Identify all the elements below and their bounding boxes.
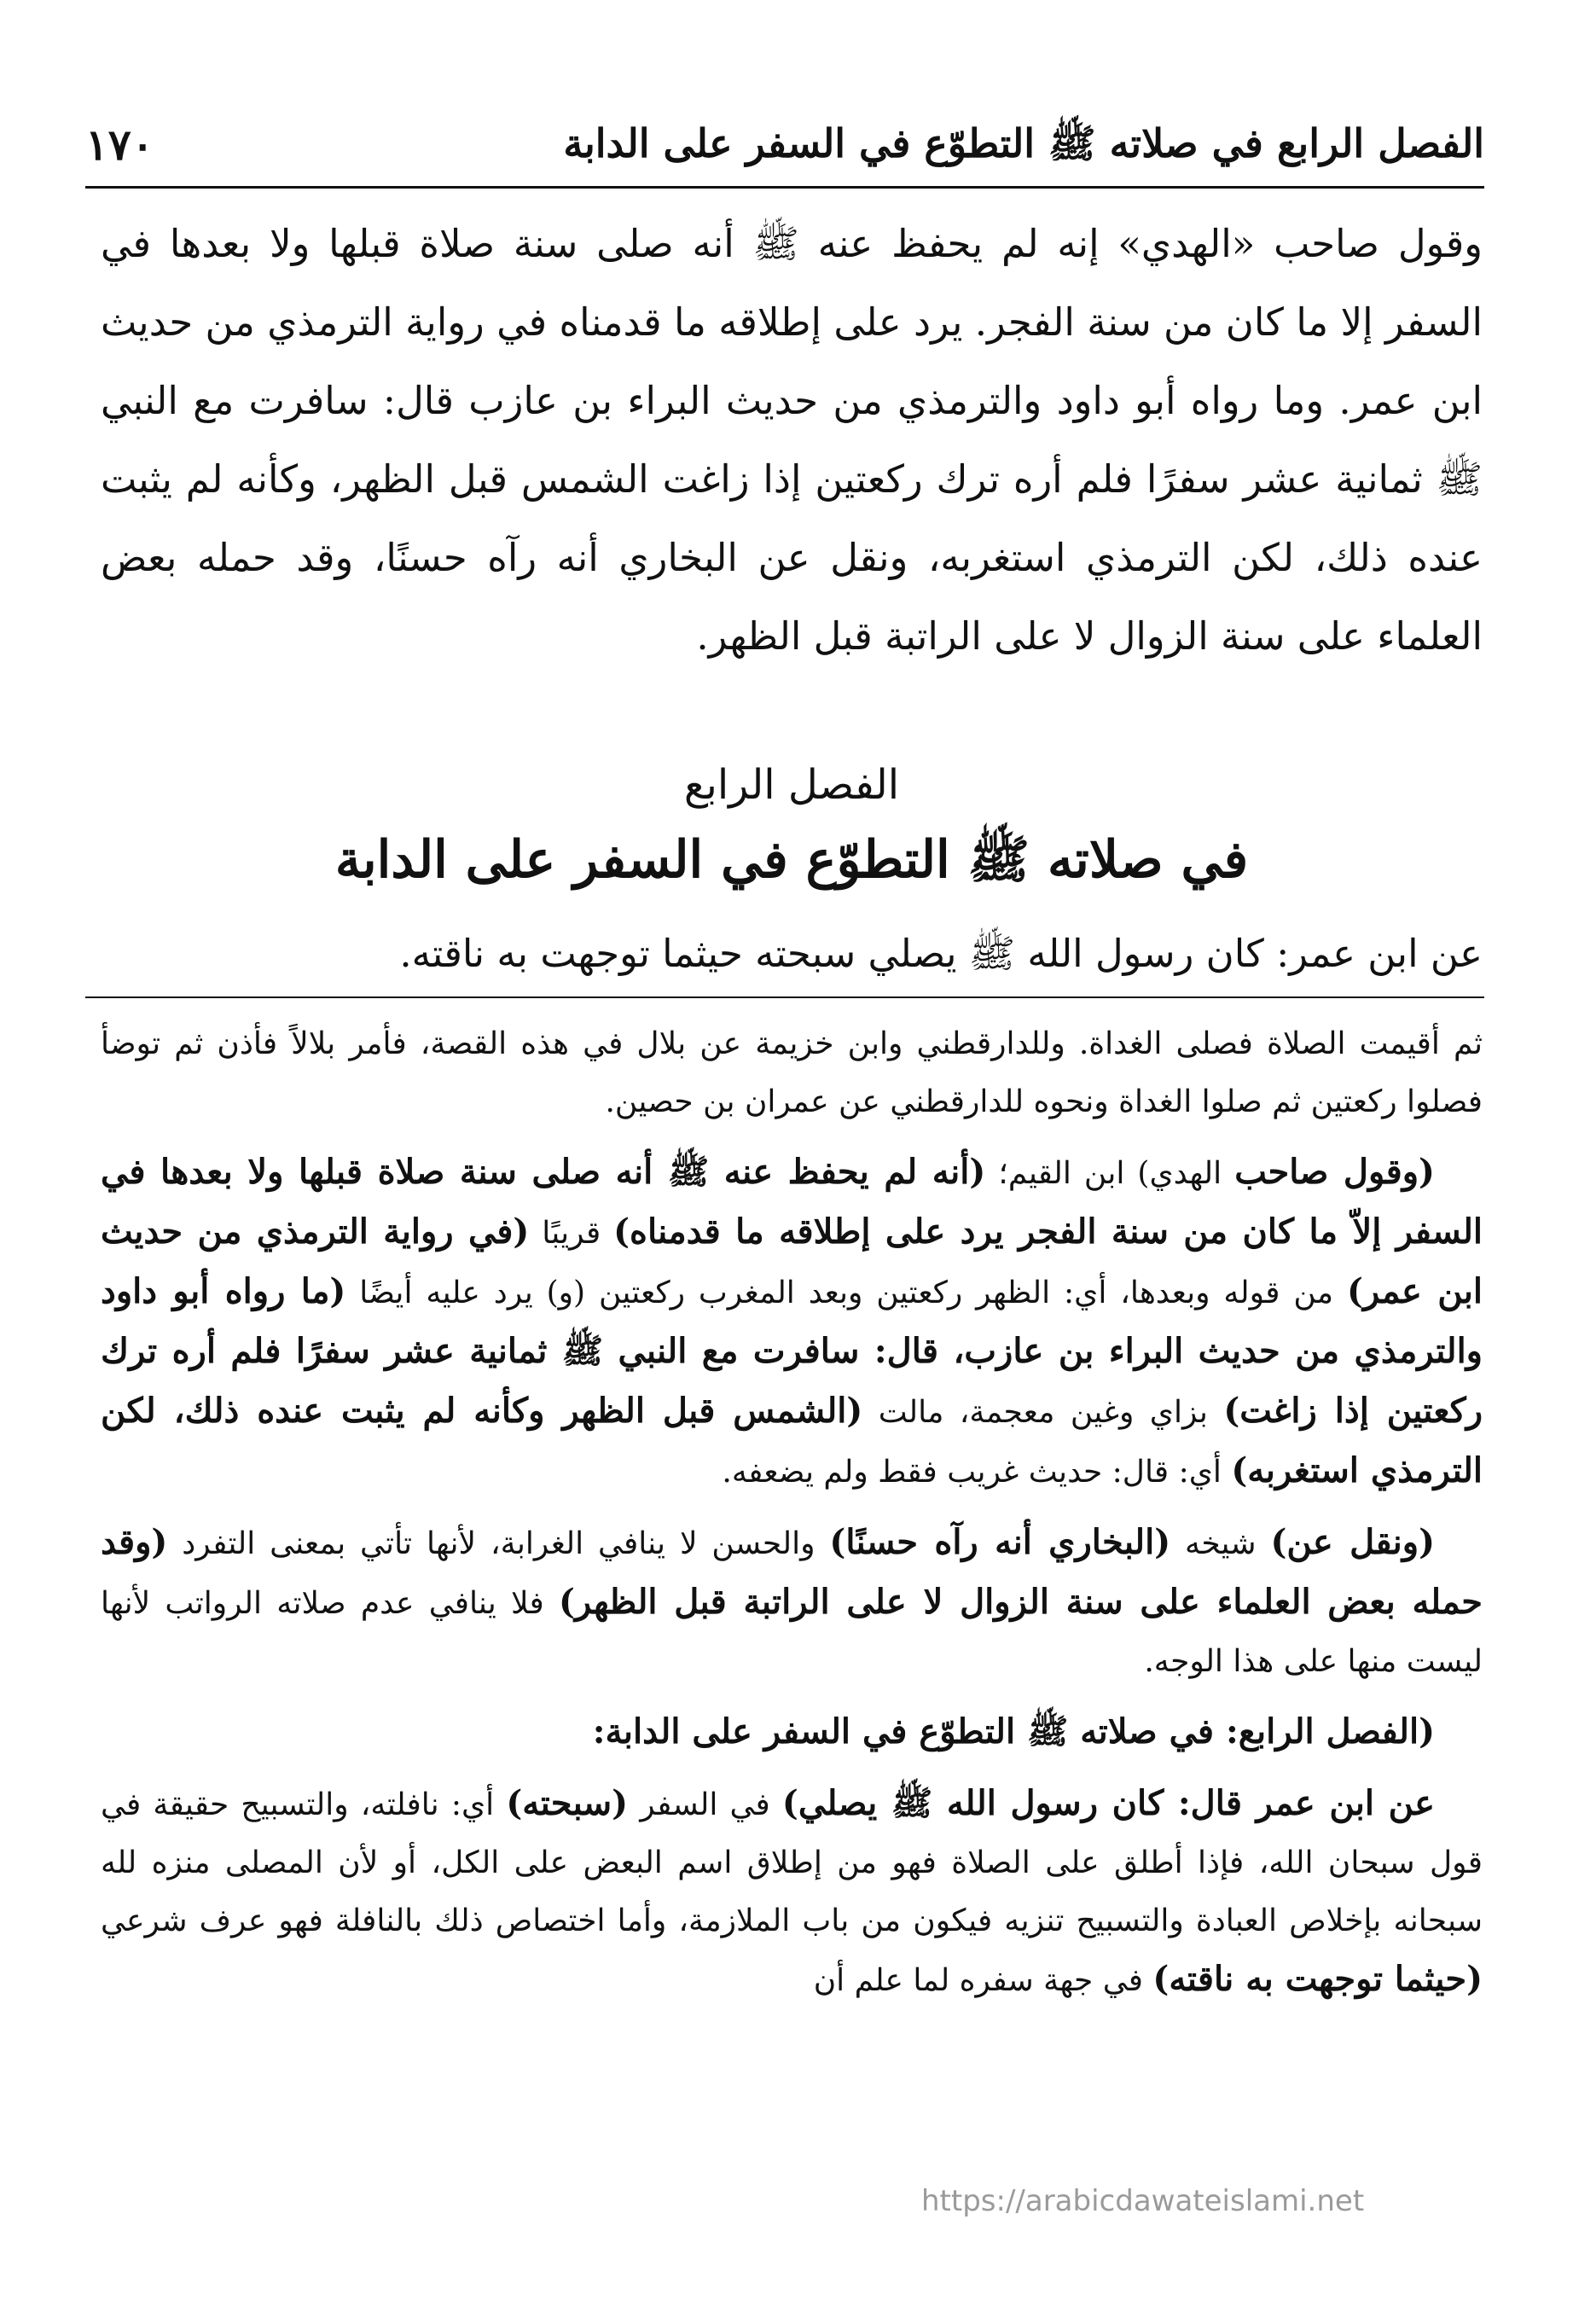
commentary-text: من قوله وبعدها، أي: الظهر ركعتين وبعد المغرب ركعتين (و) يرد عليه أيضًا	[345, 1275, 1347, 1310]
commentary-text: قريبًا	[529, 1216, 614, 1251]
commentary-text: بزاي وغين معجمة، مالت	[862, 1395, 1224, 1430]
commentary-text: والحسن لا ينافي الغرابة، لأنها تأتي بمعنى التفرد	[167, 1526, 830, 1561]
quoted-matn: (حيثما توجهت به ناقته)	[1152, 1959, 1483, 1999]
quoted-matn: (البخاري أنه رآه حسنًا)	[829, 1522, 1171, 1562]
chapter-heading	[101, 751, 1483, 901]
commentary-paragraph	[101, 1703, 1483, 1763]
chapter-label: الفصل الرابع	[683, 761, 900, 809]
commentary-text: في جهة سفره لما علم أن	[813, 1963, 1153, 1998]
commentary-paragraph	[101, 1015, 1483, 1131]
commentary-text: في السفر	[628, 1787, 782, 1822]
commentary-paragraph	[101, 1143, 1483, 1502]
chapter-title: في صلاته ﷺ التطوّع في السفر على الدابة	[334, 830, 1249, 890]
commentary-text: فلا ينافي عدم صلاته الرواتب لأنها ليست منها على هذا الوجه.	[101, 1586, 1483, 1679]
footnote-divider	[85, 996, 1484, 998]
running-header	[85, 119, 1484, 188]
quoted-matn: (في رواية الترمذي من حديث ابن عمر)	[101, 1211, 1483, 1311]
hadith-text: عن ابن عمر: كان رسول الله ﷺ يصلي سبحته حيثما توجهت به ناقته.	[399, 931, 1483, 976]
commentary	[101, 1015, 1483, 2022]
quoted-matn: (الفصل الرابع: في صلاته ﷺ التطوّع في السفر على الدابة:	[592, 1711, 1435, 1752]
commentary-text: ثم أقيمت الصلاة فصلى الغداة. وللدارقطني وابن خزيمة عن بلال في هذه القصة، فأمر بلالاً فأذن ثم توضأ فصلوا ركعتين ثم صلوا الغداة ونحوه للدارقطني عن عمران بن حصين.	[101, 1026, 1483, 1119]
quoted-matn: (سبحته)	[506, 1783, 629, 1823]
matn-text: وقول صاحب «الهدي» إنه لم يحفظ عنه ﷺ أنه صلى سنة صلاة قبلها ولا بعدها في السفر إلا ما كان من سنة الفجر. يرد على إطلاقه ما قدمناه في رواية الترمذي من حديث ابن عمر. وما رواه أبو داود والترمذي من حديث البراء بن عازب قال: سافرت مع النبي ﷺ ثمانية عشر سفرًا فلم أره ترك ركعتين إذا زاغت الشمس قبل الظهر، وكأنه لم يثبت عنده ذلك، لكن الترمذي استغربه، ونقل عن البخاري أنه رآه حسنًا، وقد حمله بعض العلماء على سنة الزوال لا على الراتبة قبل الظهر.	[101, 221, 1483, 659]
running-header-title: الفصل الرابع في صلاته ﷺ التطوّع في السفر على الدابة	[563, 120, 1484, 166]
quoted-matn: (وقول صاحب	[1234, 1152, 1435, 1192]
commentary-text: الهدي) ابن القيم؛	[985, 1156, 1235, 1191]
quoted-matn: (وقد حمله بعض العلماء على سنة الزوال لا على الراتبة قبل الظهر)	[101, 1522, 1483, 1622]
page-number: ١٧٠	[85, 119, 154, 170]
quoted-matn: عن ابن عمر قال: كان رسول الله ﷺ يصلي)	[781, 1783, 1435, 1823]
quoted-matn: (أنه لم يحفظ عنه ﷺ أنه صلى سنة صلاة قبلها ولا بعدها في السفر إلاّ ما كان من سنة الفجر يرد على إطلاقه ما قدمناه)	[101, 1152, 1483, 1252]
commentary-text: أي: قال: حديث غريب فقط ولم يضعفه.	[722, 1455, 1232, 1490]
commentary-text: شيخه	[1170, 1526, 1271, 1561]
header-rule	[85, 186, 1484, 189]
commentary-paragraph	[101, 1514, 1483, 1691]
quoted-matn: (ونقل عن)	[1270, 1522, 1436, 1562]
watermark-url: https://arabicdawateislami.net	[921, 2184, 1365, 2218]
commentary-text: أي: نافلته، والتسبيح حقيقة في قول سبحان الله، فإذا أطلق على الصلاة فهو من إطلاق اسم البعض على الكل، أو لأن المصلى منزه لله سبحانه بإخلاص العبادة والتسبيح تنزيه فيكون من باب الملازمة، وأما اختصاص ذلك بالنافلة فهو عرف شرعي	[101, 1787, 1483, 1938]
quoted-matn: (ما رواه أبو داود والترمذي من حديث البراء بن عازب، قال: سافرت مع النبي ﷺ ثمانية عشر سفرًا فلم أره ترك ركعتين إذا زاغت)	[101, 1271, 1483, 1431]
commentary-paragraph	[101, 1775, 1483, 2010]
quoted-matn: (الشمس قبل الظهر وكأنه لم يثبت عنده ذلك، لكن الترمذي استغربه)	[101, 1391, 1483, 1490]
